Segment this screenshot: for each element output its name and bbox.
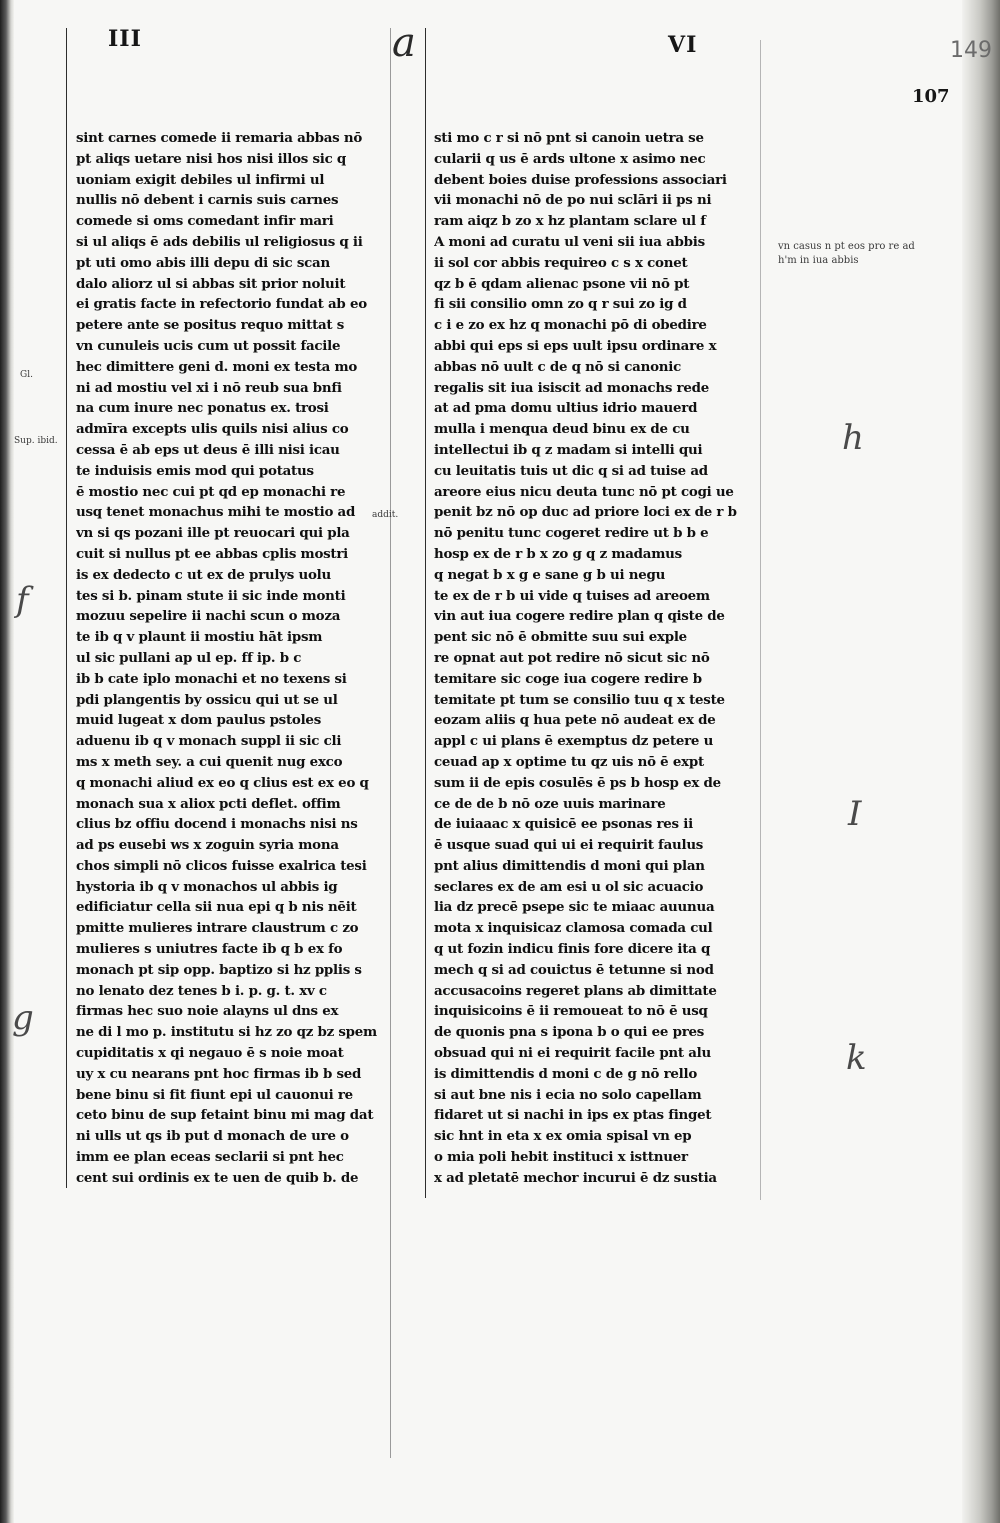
left-margin-note-1-text: Gl. bbox=[20, 370, 33, 380]
text-line: q ut fozin indicu finis fore dicere ita q bbox=[434, 941, 711, 958]
text-line: intellectui ib q z madam si intelli qui bbox=[434, 441, 703, 458]
text-line: lia dz precē psepe sic te miaac auunua bbox=[434, 899, 715, 916]
text-line: nō penitu tunc cogeret redire ut b b e bbox=[434, 525, 709, 542]
right-gloss-line-1: vn casus n pt eos pro re ad bbox=[778, 241, 915, 252]
text-line: appl c ui plans ē exemptus dz petere u bbox=[434, 733, 714, 750]
text-line: bene binu si fit fiunt epi ul cauonui re bbox=[76, 1086, 353, 1103]
running-header-right-text: VI bbox=[668, 32, 698, 58]
text-line: debent boies duise professions associari bbox=[434, 171, 727, 188]
text-line: imm ee plan eceas seclarii si pnt hec bbox=[76, 1149, 344, 1166]
text-line: petere ante se positus requo mittat s bbox=[76, 317, 345, 334]
between-column-note-text: addit. bbox=[372, 510, 399, 520]
left-text-column bbox=[76, 128, 382, 1189]
text-line: nullis nō debent i carnis suis carnes bbox=[76, 192, 339, 209]
text-line: pnt alius dimittendis d moni qui plan bbox=[434, 857, 705, 874]
text-line: cessa ē ab eps ut deus ē illi nisi icau bbox=[76, 441, 340, 458]
text-line: de quonis pna s ipona b o qui ee pres bbox=[434, 1024, 705, 1041]
left-margin-note-1 bbox=[20, 368, 33, 382]
letter-f-text: f bbox=[16, 580, 29, 620]
text-line: sint carnes comede ii remaria abbas nō bbox=[76, 130, 363, 146]
text-line: inquisicoins ē ii remoueat to nō ē usq bbox=[434, 1003, 708, 1020]
right-text-column bbox=[434, 128, 756, 1189]
text-line: te induisis emis mod qui potatus bbox=[76, 462, 314, 479]
right-gloss-line-2: h'm in iua abbis bbox=[778, 255, 859, 266]
text-line: tes si b. pinam stute ii sic inde monti bbox=[76, 587, 346, 604]
text-line: ad ps eusebi ws x zoguin syria mona bbox=[76, 837, 339, 854]
running-header-left-text: III bbox=[108, 26, 142, 52]
text-line: firmas hec suo noie alayns ul dns ex bbox=[76, 1003, 339, 1020]
text-line: ceuad ap x optime tu qz uis nō ē expt bbox=[434, 753, 704, 770]
text-line: ni ad mostiu vel xi i nō reub sua bnfi bbox=[76, 379, 342, 396]
text-line: o mia poli hebit instituci x isttnuer bbox=[434, 1149, 688, 1166]
left-margin-letter-f bbox=[16, 580, 29, 620]
right-margin-letter-k bbox=[846, 1038, 867, 1078]
text-line: accusacoins regeret plans ab dimittate bbox=[434, 982, 717, 999]
text-line: q monachi aliud ex eo q clius est ex eo q bbox=[76, 774, 369, 791]
text-line: ul sic pullani ap ul ep. ff ip. b c bbox=[76, 649, 302, 666]
text-line: regalis sit iua isiscit ad monachs rede bbox=[434, 379, 709, 396]
text-line: pdi plangentis by ossicu qui ut se ul bbox=[76, 691, 338, 708]
text-line: seclares ex de am esi u ol sic acuacio bbox=[434, 878, 704, 895]
right-margin-letter-h bbox=[842, 418, 864, 458]
reference-number bbox=[912, 86, 950, 107]
text-line: monach pt sip opp. baptizo si hz pplis s bbox=[76, 961, 362, 978]
text-line: hec dimittere geni d. moni ex testa mo bbox=[76, 358, 358, 375]
text-line: fidaret ut si nachi in ips ex ptas finget bbox=[434, 1107, 712, 1124]
text-line: sti mo c r si nō pnt si canoin uetra se bbox=[434, 130, 704, 146]
text-line: edificiatur cella sii nua epi q b nis nēit bbox=[76, 899, 357, 916]
text-line: pent sic nō ē obmitte suu sui exple bbox=[434, 629, 687, 646]
text-line: eozam aliis q hua pete nō audeat ex de bbox=[434, 712, 716, 729]
text-line: ii sol cor abbis requireo c s x conet bbox=[434, 254, 688, 271]
running-header-left bbox=[108, 26, 142, 52]
text-line: te ib q v plaunt ii mostiu hāt ipsm bbox=[76, 629, 323, 646]
text-line: c i e zo ex hz q monachi pō di obedire bbox=[434, 317, 707, 334]
text-line: x ad pletatē mechor incurui ē dz sustia bbox=[434, 1169, 717, 1186]
text-line: mozuu sepelire ii nachi scun o moza bbox=[76, 608, 341, 625]
text-line: no lenato dez tenes b i. p. g. t. xv c bbox=[76, 982, 327, 999]
text-line: cent sui ordinis ex te uen de quib b. de bbox=[76, 1169, 359, 1186]
text-line: at ad pma domu ultius idrio mauerd bbox=[434, 400, 698, 417]
text-line: cularii q us ē ards ultone x asimo nec bbox=[434, 150, 706, 167]
letter-h-text: h bbox=[842, 418, 864, 458]
text-line: vii monachi nō de po nui sclāri ii ps ni bbox=[434, 192, 712, 209]
text-line: ib b cate iplo monachi et no texens si bbox=[76, 670, 347, 687]
text-line: sic hnt in eta x ex omia spisal vn ep bbox=[434, 1128, 692, 1145]
text-line: cuit si nullus pt ee abbas cplis mostri bbox=[76, 545, 348, 562]
text-line: ms x meth sey. a cui quenit nug exco bbox=[76, 753, 343, 770]
text-line: muid lugeat x dom paulus pstoles bbox=[76, 712, 321, 729]
left-margin-note-2 bbox=[14, 434, 58, 448]
folio-number bbox=[950, 38, 992, 63]
reference-number-text: 107 bbox=[912, 86, 950, 107]
text-line: ram aiqz b zo x hz plantam sclare ul f bbox=[434, 213, 706, 230]
text-line: mulieres s uniutres facte ib q b ex fo bbox=[76, 941, 343, 958]
right-column-inner-rule bbox=[760, 40, 761, 1200]
text-line: mulla i menqua deud binu ex de cu bbox=[434, 421, 690, 438]
text-line: ē usque suad qui ui ei requirit faulus bbox=[434, 837, 704, 854]
text-line: aduenu ib q v monach suppl ii sic cli bbox=[76, 733, 342, 750]
text-line: is ex dedecto c ut ex de prulys uolu bbox=[76, 566, 331, 583]
text-line: mech q si ad couictus ē tetunne si nod bbox=[434, 961, 714, 978]
right-margin-letter-i bbox=[848, 794, 861, 834]
left-column-outer-rule bbox=[66, 28, 67, 1188]
text-line: qz b ē qdam alienac psone vii nō pt bbox=[434, 275, 690, 292]
text-line: cu leuitatis tuis ut dic q si ad tuise ad bbox=[434, 462, 708, 479]
text-line: clius bz offiu docend i monachs nisi ns bbox=[76, 816, 358, 833]
text-line: abbi qui eps si eps uult ipsu ordinare x bbox=[434, 337, 717, 354]
text-line: admīra excepts ulis quils nisi alius co bbox=[76, 421, 349, 438]
folio-number-text: 149 bbox=[950, 38, 992, 63]
text-line: comede si oms comedant infir mari bbox=[76, 213, 334, 230]
text-line: chos simpli nō clicos fuisse exalrica tesi bbox=[76, 857, 367, 874]
text-line: si aut bne nis i ecia no solo capellam bbox=[434, 1086, 702, 1103]
text-line: obsuad qui ni ei requirit facile pnt alu bbox=[434, 1045, 712, 1062]
letter-g-text: g bbox=[12, 998, 34, 1038]
left-column-inner-rule bbox=[390, 28, 391, 1458]
text-line: dalo aliorz ul si abbas sit prior noluit bbox=[76, 275, 346, 292]
text-line: sum ii de epis cosulēs ē ps b hosp ex de bbox=[434, 774, 721, 791]
right-column-outer-rule bbox=[425, 28, 426, 1198]
center-mark-text: a bbox=[392, 20, 417, 66]
center-ornament-letter bbox=[392, 20, 417, 66]
text-line: pt aliqs uetare nisi hos nisi illos sic q bbox=[76, 150, 347, 167]
text-line: vin aut iua cogere redire plan q qiste de bbox=[434, 608, 725, 625]
text-line: mota x inquisicaz clamosa comada cul bbox=[434, 920, 713, 937]
text-line: ni ulls ut qs ib put d monach de ure o bbox=[76, 1128, 349, 1145]
running-header-right bbox=[668, 32, 697, 58]
text-line: ceto binu de sup fetaint binu mi mag dat bbox=[76, 1107, 374, 1124]
text-line: temitare sic coge iua cogere redire b bbox=[434, 670, 702, 687]
right-margin-gloss bbox=[778, 240, 915, 268]
text-line: de iuiaaac x quisicē ee psonas res ii bbox=[434, 816, 693, 833]
text-line: pmitte mulieres intrare claustrum c zo bbox=[76, 920, 359, 937]
text-line: vn si qs pozani ille pt reuocari qui pla bbox=[76, 525, 350, 542]
text-line: si ul aliqs ē ads debilis ul religiosus q ii bbox=[76, 233, 363, 250]
text-line: ei gratis facte in refectorio fundat ab eo bbox=[76, 296, 367, 313]
text-line: vn cunuleis ucis cum ut possit facile bbox=[76, 337, 341, 354]
text-line: cupiditatis x qi negauo ē s noie moat bbox=[76, 1045, 344, 1062]
text-line: te ex de r b ui vide q tuises ad areoem bbox=[434, 587, 710, 604]
text-line: ē mostio nec cui pt qd ep monachi re bbox=[76, 483, 346, 500]
text-line: q negat b x g e sane g b ui negu bbox=[434, 566, 666, 583]
text-line: ne di l mo p. institutu si hz zo qz bz spem bbox=[76, 1024, 377, 1041]
text-line: pt uti omo abis illi depu di sic scan bbox=[76, 254, 330, 271]
text-line: is dimittendis d moni c de g nō rello bbox=[434, 1065, 698, 1082]
text-line: na cum inure nec ponatus ex. trosi bbox=[76, 400, 329, 417]
text-line: A moni ad curatu ul veni sii iua abbis bbox=[434, 233, 705, 250]
text-line: penit bz nō op duc ad priore loci ex de r b bbox=[434, 504, 737, 521]
left-margin-note-2-text: Sup. ibid. bbox=[14, 436, 58, 446]
text-line: re opnat aut pot redire nō sicut sic nō bbox=[434, 649, 710, 666]
text-line: uoniam exigit debiles ul infirmi ul bbox=[76, 171, 325, 188]
page-edge-stack bbox=[962, 0, 1000, 1523]
letter-k-text: k bbox=[846, 1038, 867, 1078]
text-line: areore eius nicu deuta tunc nō pt cogi ue bbox=[434, 483, 734, 500]
text-line: monach sua x aliox pcti deflet. offim bbox=[76, 795, 341, 812]
text-line: hystoria ib q v monachos ul abbis ig bbox=[76, 878, 338, 895]
left-margin-letter-g bbox=[12, 998, 34, 1038]
text-line: hosp ex de r b x zo g q z madamus bbox=[434, 545, 682, 562]
text-line: ce de de b nō oze uuis marinare bbox=[434, 795, 666, 812]
text-line: usq tenet monachus mihi te mostio ad bbox=[76, 504, 356, 521]
text-line: fi sii consilio omn zo q r sui zo ig d bbox=[434, 296, 687, 313]
text-line: temitate pt tum se consilio tuu q x teste bbox=[434, 691, 725, 708]
binding-gutter bbox=[0, 0, 14, 1523]
letter-i-text: I bbox=[848, 794, 862, 834]
text-line: abbas nō uult c de q nō si canonic bbox=[434, 358, 681, 375]
text-line: uy x cu nearans pnt hoc firmas ib b sed bbox=[76, 1065, 362, 1082]
